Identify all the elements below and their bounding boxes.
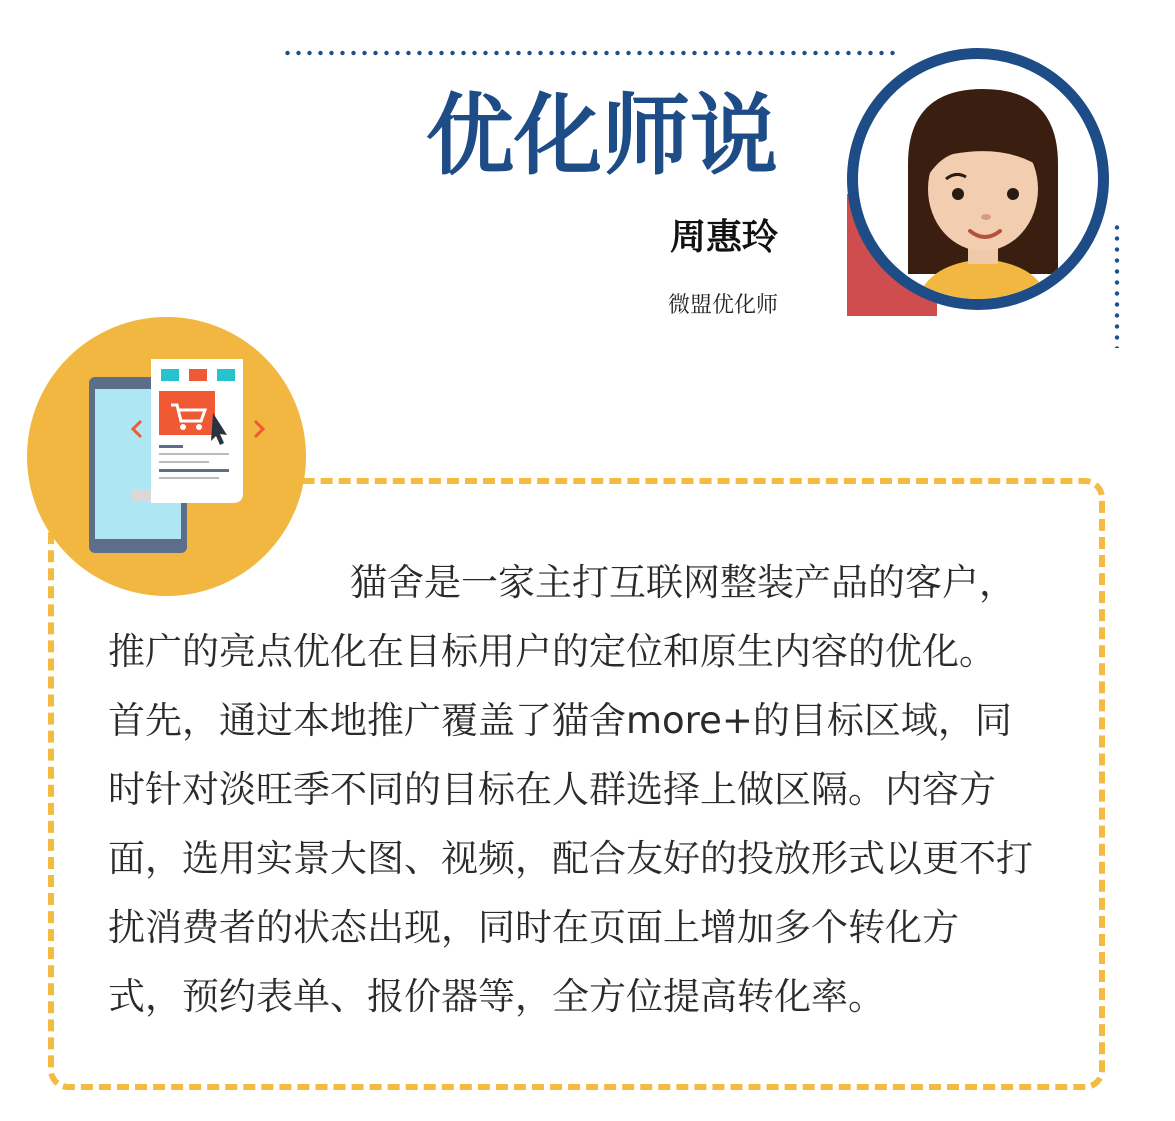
author-role: 微盟优化师 xyxy=(667,293,778,318)
article-line: 猫舍是一家主打互联网整装产品的客户， xyxy=(350,561,1016,604)
dotted-divider-top xyxy=(282,50,897,56)
woman-avatar-icon xyxy=(858,59,1098,299)
article-line: 式，预约表单、报价器等，全方位提高转化率。 xyxy=(108,975,885,1018)
article-line: 首先，通过本地推广覆盖了猫舍more+的目标区域，同 xyxy=(108,699,1012,742)
article-line: 推广的亮点优化在目标用户的定位和原生内容的优化。 xyxy=(108,630,996,673)
article-body xyxy=(108,548,1048,1031)
page-title: 优化师说 xyxy=(425,84,778,187)
dotted-divider-right xyxy=(1114,222,1120,348)
avatar xyxy=(847,48,1109,310)
article-line: 时针对淡旺季不同的目标在人群选择上做区隔。内容方 xyxy=(108,768,996,811)
article-line: 面，选用实景大图、视频，配合友好的投放形式以更不打 xyxy=(108,837,1033,880)
article-line: 扰消费者的状态出现，同时在页面上增加多个转化方 xyxy=(108,906,959,949)
author-name: 周惠玲 xyxy=(669,217,778,258)
